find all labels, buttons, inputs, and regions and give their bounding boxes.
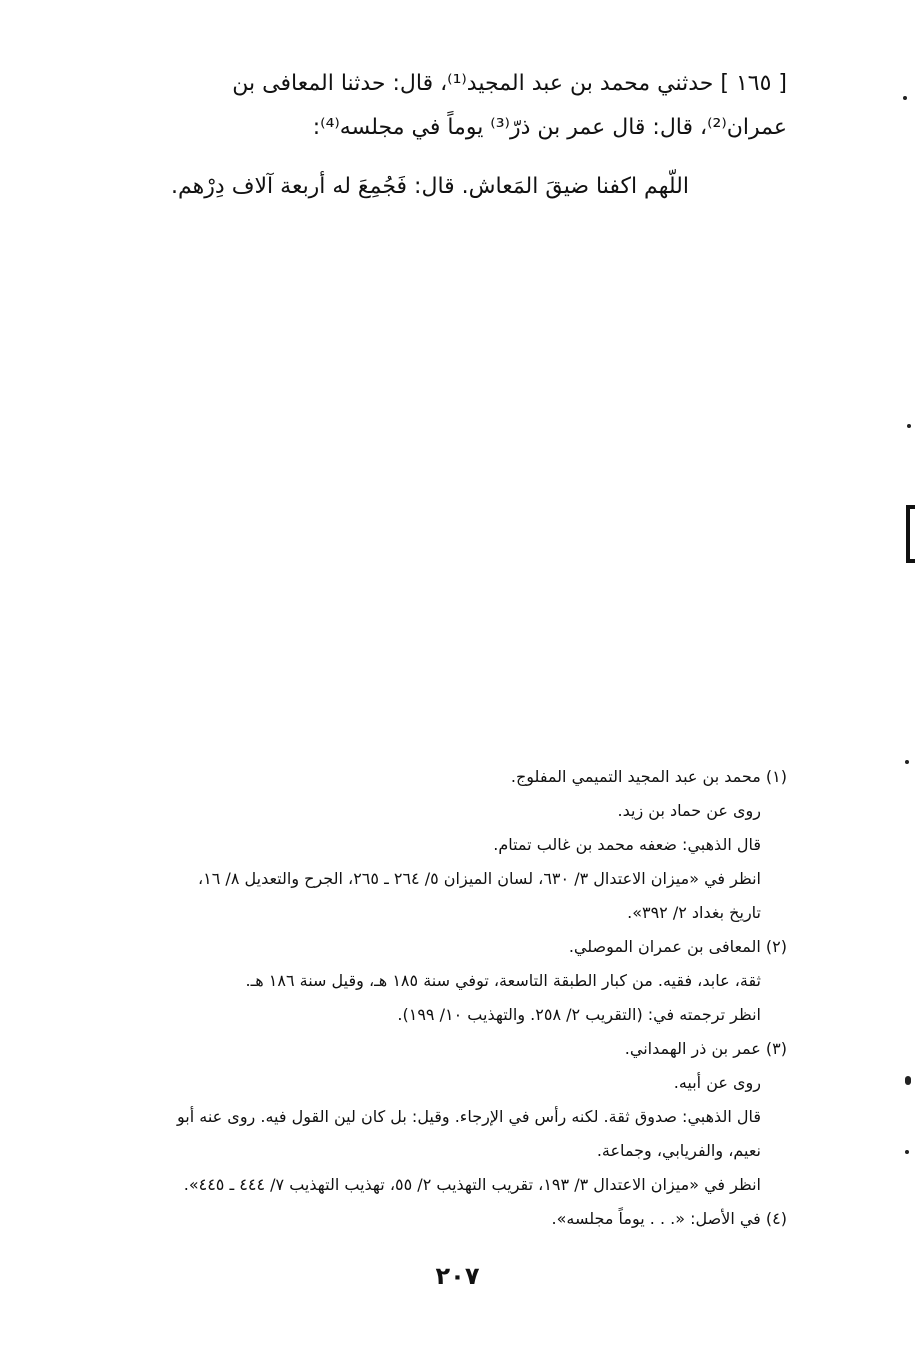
footnote-3-line: قال الذهبي: صدوق ثقة. لكنه رأس في الإرجاء. وقيل: بل كان لين القول فيه. روى عنه أبو <box>177 1107 761 1126</box>
footnote-4-title: (٤) في الأصل: «. . . يوماً مجلسه». <box>551 1209 787 1228</box>
footnote-1-line: روى عن حماد بن زيد. <box>617 801 761 820</box>
page-number: ٢٠٧ <box>435 1262 480 1290</box>
footnote-3-title: (٣) عمر بن ذر الهمداني. <box>624 1039 787 1058</box>
main-text-line-3: اللّهم اكفنا ضيقَ المَعاش. قال: فَجُمِعَ له أربعة آلاف دِرْهم. <box>171 174 689 199</box>
footnote-2-line: انظر ترجمته في: (التقريب ٢/ ٢٥٨. والتهذيب ١٠/ ١٩٩). <box>397 1005 761 1024</box>
footnote-2-line: ثقة، عابد، فقيه. من كبار الطبقة التاسعة، توفي سنة ١٨٥ هـ، وقيل سنة ١٨٦ هـ. <box>245 971 761 990</box>
scan-speck <box>903 96 907 100</box>
footnote-3-line: نعيم، والفريابي، وجماعة. <box>596 1141 761 1160</box>
scan-speck <box>907 424 911 428</box>
footnote-1-line: قال الذهبي: ضعفه محمد بن غالب تمتام. <box>493 835 761 854</box>
main-text-line-2: عمران⁽²⁾، قال: قال عمر بن ذرّ⁽³⁾ يوماً في مجلسه⁽⁴⁾: <box>312 115 787 140</box>
footnote-1-line: انظر في «ميزان الاعتدال ٣/ ٦٣٠، لسان الميزان ٥/ ٢٦٤ ـ ٢٦٥، الجرح والتعديل ٨/ ١٦، <box>197 869 761 888</box>
footnote-1-title: (١) محمد بن عبد المجيد التميمي المفلوج. <box>510 767 787 786</box>
footnote-1-line: تاريخ بغداد ٢/ ٣٩٢». <box>627 903 761 922</box>
footnote-3-line: روى عن أبيه. <box>673 1073 761 1092</box>
scan-speck <box>905 1076 911 1085</box>
scan-speck <box>905 1150 909 1154</box>
footnotes <box>77 760 787 1236</box>
scan-speck <box>905 760 909 764</box>
scan-edge-bracket <box>906 505 915 563</box>
footnote-3-line: انظر في «ميزان الاعتدال ٣/ ١٩٣، تقريب التهذيب ٢/ ٥٥، تهذيب التهذيب ٧/ ٤٤٤ ـ ٤٤٥». <box>183 1175 761 1194</box>
main-text-line-1: [ ١٦٥ ] حدثني محمد بن عبد المجيد⁽¹⁾، قال: حدثنا المعافى بن <box>232 71 787 96</box>
main-text <box>87 62 787 150</box>
footnote-2-title: (٢) المعافى بن عمران الموصلي. <box>568 937 787 956</box>
